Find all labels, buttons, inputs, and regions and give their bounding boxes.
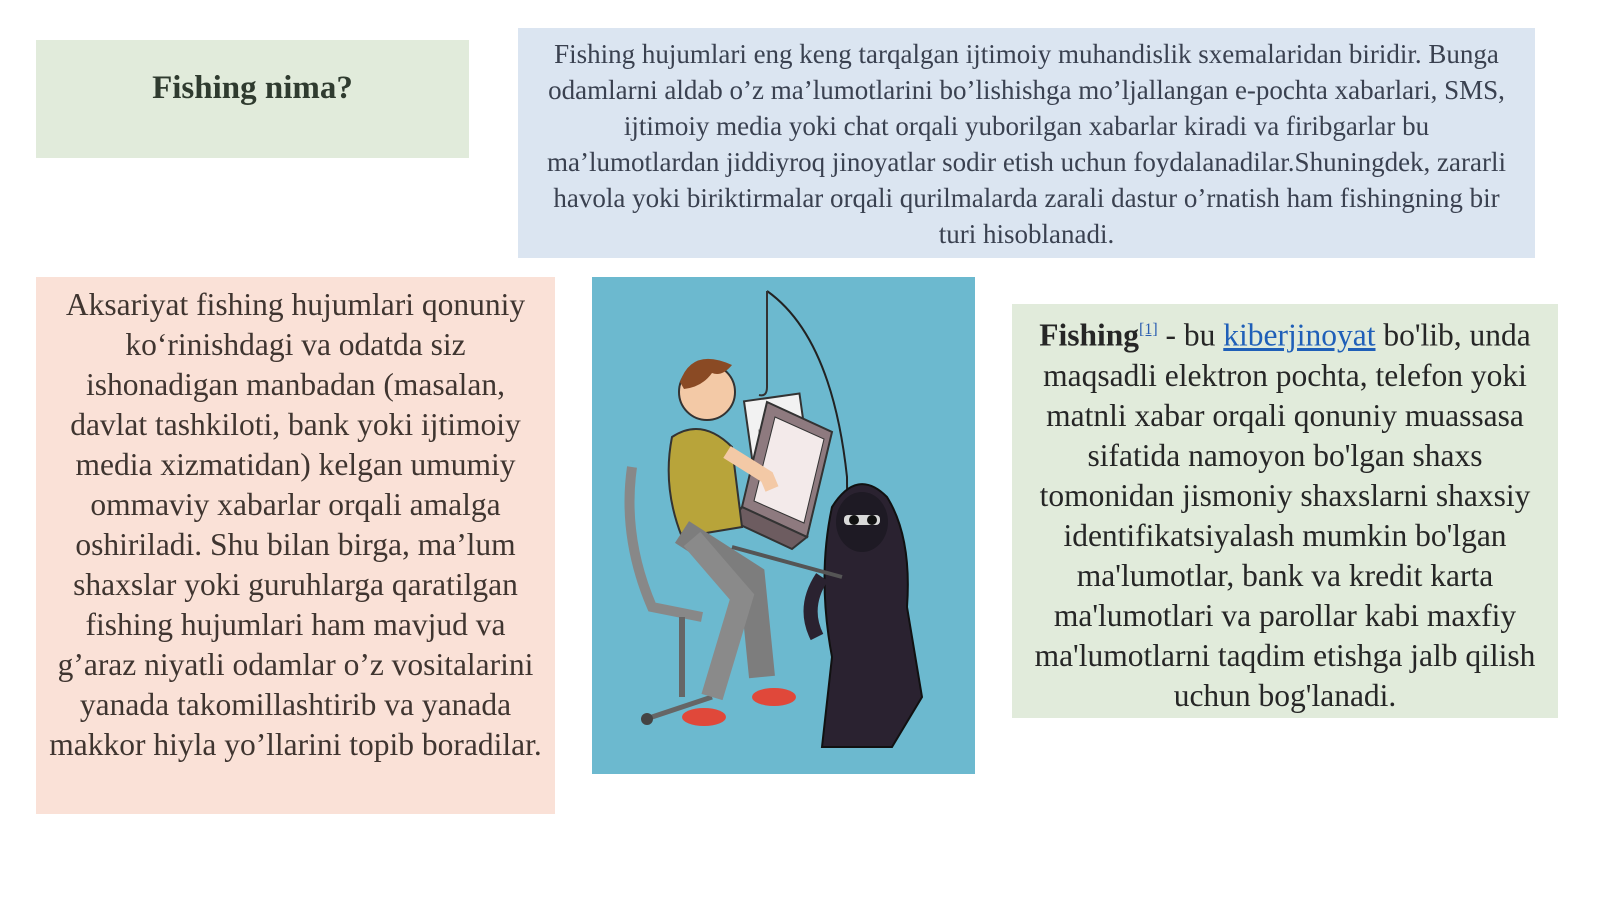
intro-text: Fishing hujumlari eng keng tarqalgan ijtimoiy muhandislik sxemalaridan biridir. Bunga odamlarni aldab o’z ma’lumotlarini bo’lishishga mo’ljallangan e-pochta xabarlari, SMS, ijtimoiy media yoki chat orqali yuborilgan xabarlar kiradi va firibgarlar bu ma’lumotlardan jiddiyroq jinoyatlar sodir etish uchun foydalanadilar.Shuningdek, zararli havola yoki biriktirmalar orqali qurilmalarda zarali dastur o’rnatish ham fishingning bir turi hisoblanadi. (546, 39, 1506, 249)
definition-term: Fishing (1039, 317, 1139, 353)
phishing-illustration (592, 277, 975, 774)
intro-text-box (518, 28, 1535, 258)
definition-connector: - bu (1157, 317, 1224, 353)
definition-rest: bo'lib, unda maqsadli elektron pochta, telefon yoki matnli xabar orqali qonuniy muassasa sifatida namoyon bo'lgan shaxs tomonidan jismoniy shaxslarni shaxsiy identifikatsiyalash mumkin bo'lgan ma'lumotlar, bank va kredit karta ma'lumotlari va parollar kabi maxfiy ma'lumotlarni taqdim etishga jalb qilish uchun bog'lanadi. (1034, 317, 1536, 713)
fishing-hook (759, 291, 767, 395)
title-box (36, 40, 469, 158)
kiberjinoyat-link[interactable]: kiberjinoyat (1223, 317, 1376, 353)
left-text-box (36, 277, 555, 814)
definition-box (1012, 304, 1558, 718)
hacker-figure (811, 484, 922, 747)
page-title: Fishing nima? (152, 70, 353, 106)
footnote-link[interactable]: [1] (1139, 321, 1158, 338)
left-text: Aksariyat fishing hujumlari qonuniy ko‘rinishdagi va odatda siz ishonadigan manbadan (masalan, davlat tashkiloti, bank yoki ijtimoiy media xizmatidan) kelgan umumiy ommaviy xabarlar orqali amalga oshiriladi. Shu bilan birga, ma’lum shaxslar yoki guruhlarga qaratilgan fishing hujumlari ham mavjud va g’araz niyatli odamlar o’z vositalarini yanada takomillashtirib va yanada makkor hiyla yo’llarini topib boradilar. (49, 287, 542, 762)
